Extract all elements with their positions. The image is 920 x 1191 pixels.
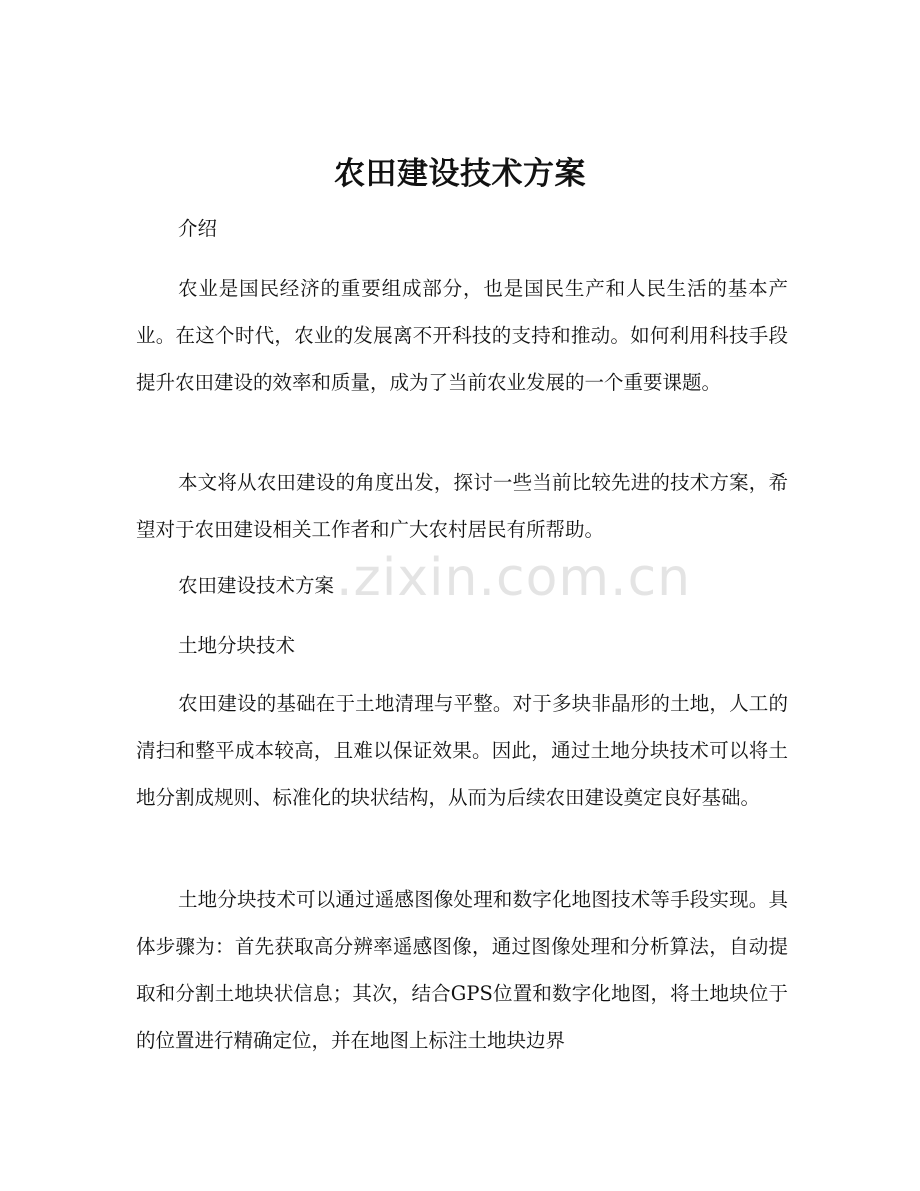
watermark-text: .zixin.com.cn (336, 548, 692, 608)
body-paragraph-1: 农田建设的基础在于土地清理与平整。对于多块非晶形的土地，人工的清扫和整平成本较高，且难以保证效果。因此，通过土地分块技术可以将土地分割成规则、标准化的块状结构，从而为后续农田建设奠定良好基础。 (136, 692, 788, 809)
intro-paragraph-1: 农业是国民经济的重要组成部分，也是国民生产和人民生活的基本产业。在这个时代，农业的发展离不开科技的支持和推动。如何利用科技手段提升农田建设的效率和质量，成为了当前农业发展的一个重要课题。 (136, 277, 788, 394)
body-paragraph-2: 土地分块技术可以通过遥感图像处理和数字化地图技术等手段实现。具体步骤为：首先获取高分辨率遥感图像，通过图像处理和分析算法，自动提取和分割土地块状信息；其次，结合GPS位置和数字化地图，将土地块位于的位置进行精确定位，并在地图上标注土地块边界 (136, 888, 788, 1052)
subsection-heading: 土地分块技术 (178, 634, 296, 657)
document-title: 农田建设技术方案 (334, 156, 586, 192)
section-heading: 农田建设技术方案 (178, 574, 335, 597)
intro-heading: 介绍 (178, 217, 218, 240)
intro-paragraph-2: 本文将从农田建设的角度出发，探讨一些当前比较先进的技术方案，希望对于农田建设相关工作者和广大农村居民有所帮助。 (136, 471, 788, 541)
